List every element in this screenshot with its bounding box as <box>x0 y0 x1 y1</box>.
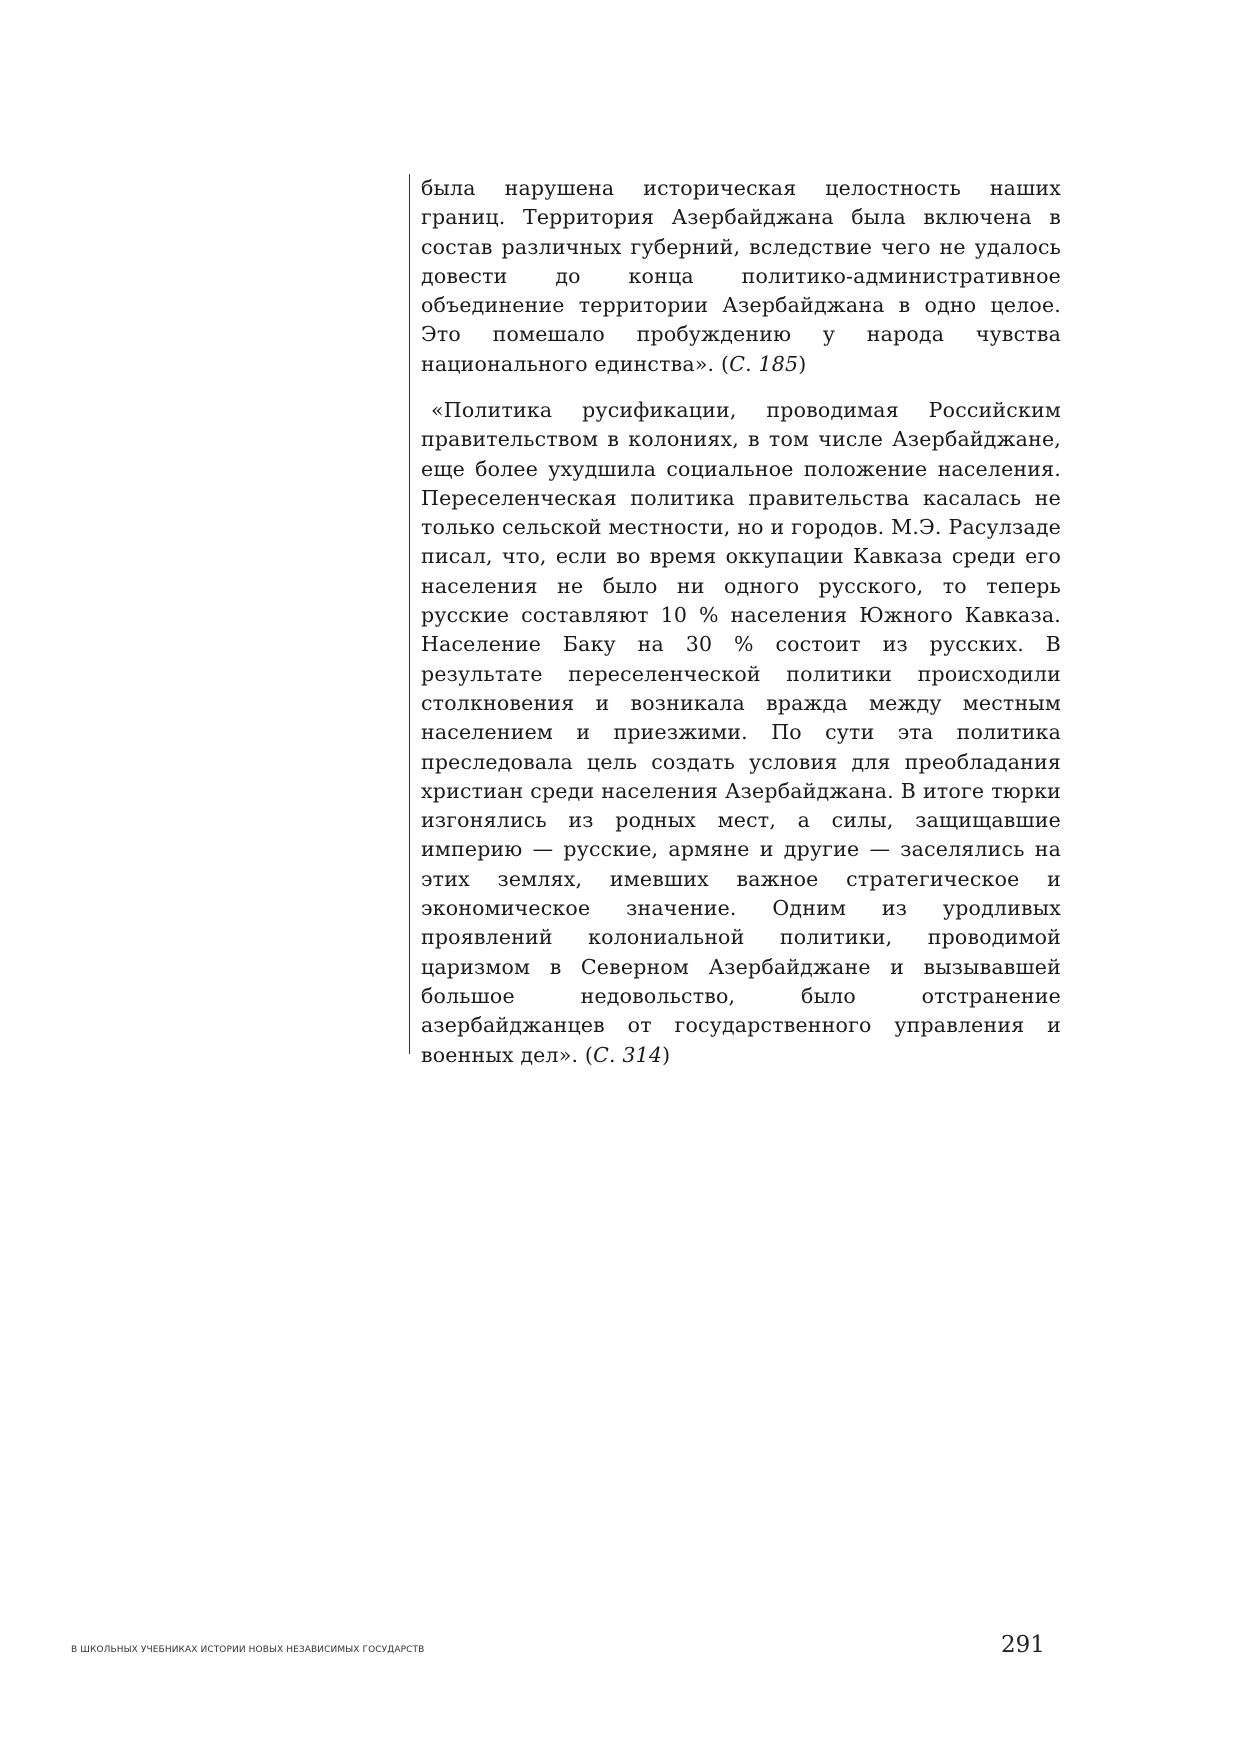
quote-paragraph-1 <box>421 174 1061 379</box>
paragraph-2-text: «Политика русификации, проводимая Российским правительством в колониях, в том числе Азербайджане, еще более ухудшила социальное положение населения. Переселенческая политика правительства касалась не только сельской местности, но и городов. М.Э. Расулзаде писал, что, если во время оккупации Кавказа среди его населения не было ни одного русского, то теперь русские составляют 10 % населения Южного Кавказа. Население Баку на 30 % состоит из русских. В результате переселенческой политики происходили столкновения и возникала вражда между местным населением и приезжими. По сути эта политика преследовала цель создать условия для преобладания христиан среди населения Азербайджана. В итоге тюрки изгонялись из родных мест, а силы, защищавшие империю — русские, армяне и другие — заселялись на этих землях, имевших важное стратегическое и экономическое значение. Одним из уродливых проявлений колониальной политики, проводимой царизмом в Северном Азербайджане и вызывавшей большое недовольство, было отстранение азербайджанцев от государственного управления и военных дел». <box>421 398 1061 1067</box>
citation-open: ( <box>714 351 730 376</box>
page-number: 291 <box>1001 1632 1045 1658</box>
citation-close: ) <box>662 1042 671 1067</box>
quotation-block <box>409 174 1061 1067</box>
citation-open: ( <box>578 1042 594 1067</box>
citation-close: ) <box>798 351 807 376</box>
quote-paragraph-2 <box>421 396 1061 1070</box>
paragraph-1-text: была нарушена историческая целостность наших границ. Территория Азербайджана была включена в состав различных губерний, вследствие чего не удалось довести до конца политико-административное объединение территории Азербайджана в одно целое. Это помешало пробуждению у народа чувства национального единства». <box>421 176 1061 376</box>
running-footer-title: В ШКОЛЬНЫХ УЧЕБНИКАХ ИСТОРИИ НОВЫХ НЕЗАВИСИМЫХ ГОСУДАРСТВ <box>71 1645 425 1655</box>
citation-2: С. 314 <box>593 1042 663 1067</box>
citation-1: С. 185 <box>729 351 799 376</box>
